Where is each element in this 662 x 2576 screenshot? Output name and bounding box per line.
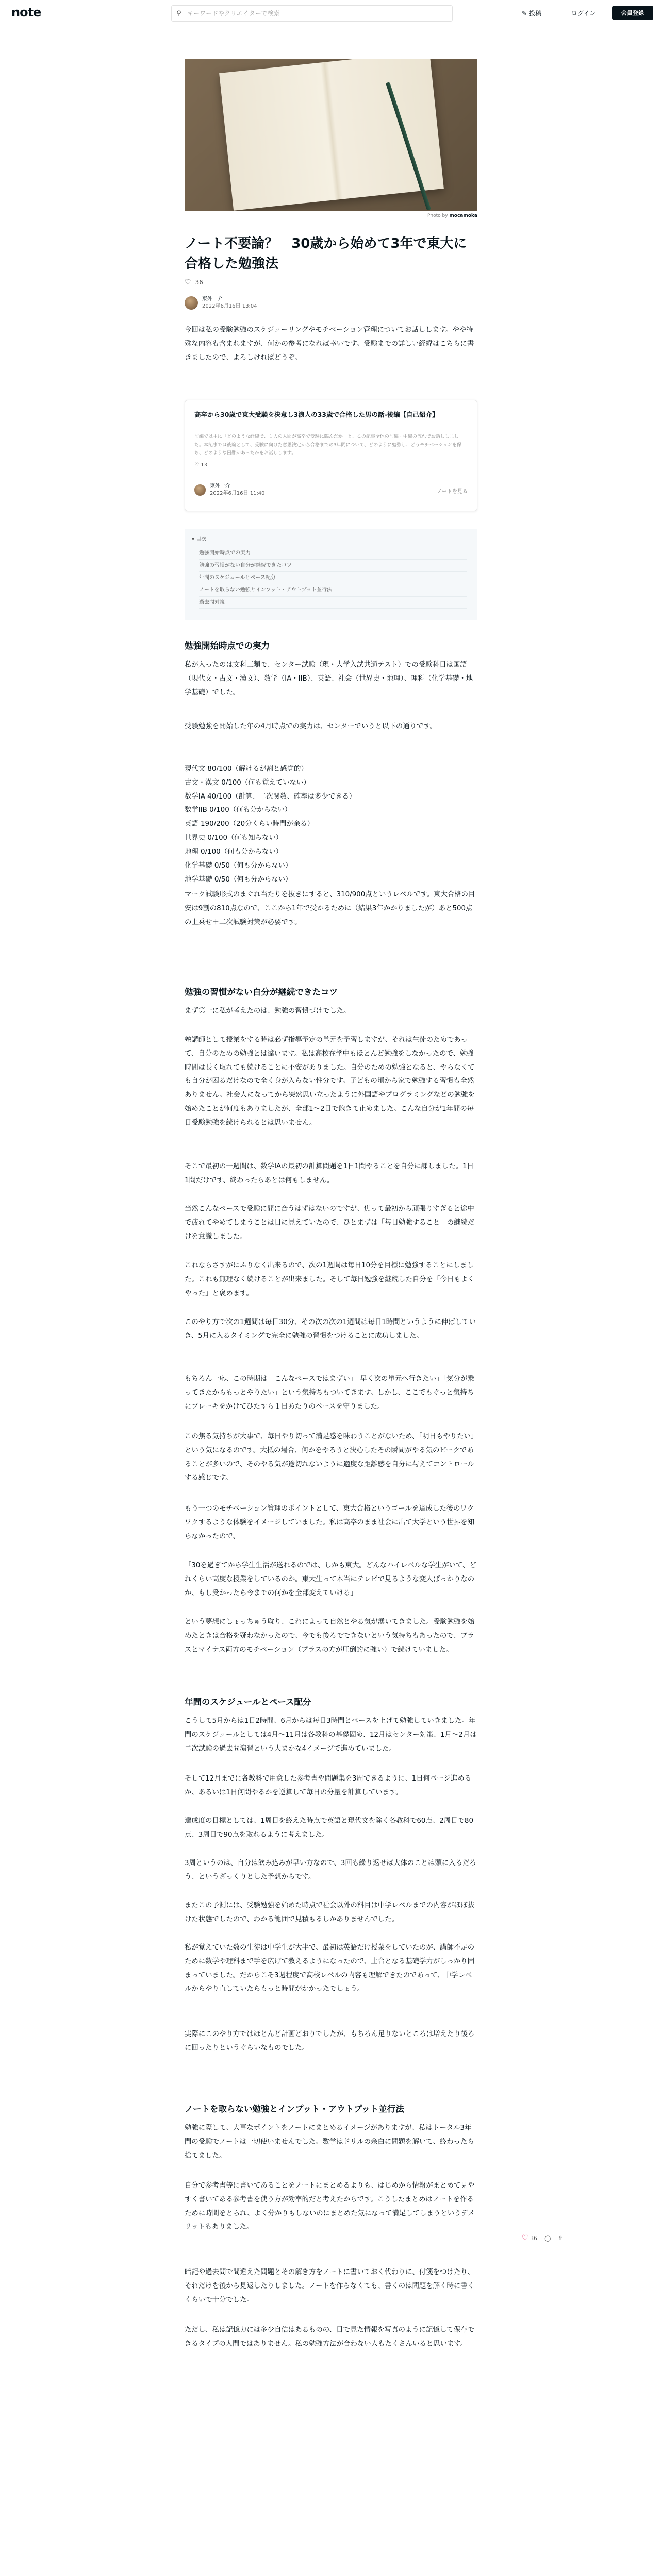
body-paragraph: 当然こんなペースで受験に間に合うはずはないのですが、焦って最初から頑張りすぎると途中で疲れてやめてしまうことは目に見えていたので、ひとまずは「毎日勉強すること」の継続だけを意識しました。 — [185, 1205, 475, 1241]
embed-heart-icon: ♡ — [194, 462, 199, 468]
section-heading: 勉強開始時点での実力 — [185, 641, 270, 651]
embed-author-avatar — [194, 484, 206, 496]
body-paragraph: まず第一に私が考えたのは、勉強の習慣づけでした。 — [185, 1007, 351, 1015]
author-name[interactable]: 東外一介 — [202, 296, 223, 302]
toc-item[interactable]: 年間のスケジュールとペース配分 — [199, 572, 467, 584]
post-button[interactable] — [522, 9, 541, 18]
embed-author-name: 東外一介 — [210, 483, 230, 489]
side-action-bar — [522, 2234, 563, 2242]
side-like-button[interactable] — [522, 2234, 537, 2242]
body-paragraph: そこで最初の一週間は、数学IAの最初の計算問題を1日1問やることを自分に課しました。1日1問だけです、終わったらあとは何もしません。 — [185, 1163, 474, 1184]
body-paragraph: このやり方で次の1週間は毎日30分、その次の次の1週間は毎日1時間というように伸ばしていき、5月に入るタイミングで完全に勉強の習慣をつけることに成功しました。 — [185, 1318, 476, 1340]
search-box[interactable] — [171, 5, 453, 22]
body-paragraph: マーク試験形式のまぐれ当たりを抜きにすると、310/900点というレベルです。東大合格の目安は9割の810点なので、ここから1年で受かるために（結果3年かかりましたが）あと500点の上乗せ＋二次試験対策が必要です。 — [185, 891, 475, 926]
side-like-count: 36 — [530, 2235, 538, 2242]
author-avatar[interactable] — [185, 296, 198, 310]
table-of-contents — [185, 529, 477, 620]
search-icon: ⚲ — [176, 9, 181, 18]
quoted-paragraph: 「30を過ぎてから学生生活が送れるのでは、しかも東大。どんなハイレベルな学生がいて、どれくらい高度な授業をしているのか。東大生って本当にテレビで見るような変人ばっかりなのか、もし受かったら今までの何かを全部変えていける」 — [185, 1562, 476, 1597]
embedded-article-card[interactable] — [185, 400, 477, 511]
notebook-illustration — [219, 59, 444, 211]
photo-credit-name[interactable]: mocamoka — [449, 213, 477, 218]
body-paragraph: もちろん一応、この時期は「こんなペースではまずい」「早く次の単元へ行きたい」「気分が乗ってきたからもっとやりたい」という気持ちもついてきます。しかし、ここでもぐっと気持ちにブレーキをかけてひたすら１日あたりのペースを守りました。 — [185, 1375, 474, 1411]
body-paragraph: 受験勉強を開始した年の4月時点での実力は、センターでいうと以下の通りです。 — [185, 723, 437, 731]
embed-like-count: 13 — [201, 462, 207, 468]
author-block[interactable] — [185, 296, 257, 310]
toc-list — [199, 547, 467, 609]
pencil-icon: ✎ — [522, 9, 527, 17]
toc-heading[interactable]: ▾ 目次 — [192, 537, 207, 543]
body-paragraph: もう一つのモチベーション管理のポイントとして、東大合格というゴールを達成した後のワクワクするような体験をイメージしていました。私は高卒のまま社会に出て大学という世界を知らなかったので、 — [185, 1505, 475, 1540]
signup-button[interactable]: 会員登録 — [612, 6, 653, 20]
score-list: 現代文 80/100（解けるが割と感覚的） 古文・漢文 0/100（何も覚えていない） 数学IA 40/100（計算、二次関数、確率は多少できる） 数学IIB 0/100（何も分からない） 英語 190/200（20分くらい時間が余る） 世界史 0/100（何も知らない） 地理 0/100（何も分からない） 化学基礎 0/50（何も分からない） 地学基礎 0/50（何も分からない） — [185, 765, 356, 884]
body-paragraph: 勉強に際して、大事なポイントをノートにまとめるイメージがありますが、私はトータル3年間の受験でノートは一切使いませんでした。数学はドリルの余白に問題を解いて、終わったら捨てました。 — [185, 2124, 474, 2160]
comment-icon[interactable]: ◯ — [544, 2234, 551, 2242]
section-heading: 年間のスケジュールとペース配分 — [185, 1697, 311, 1707]
search-input[interactable] — [186, 9, 446, 18]
body-paragraph: 自分で参考書等に書いてあることをノートにまとめるよりも、はじめから情報がまとめて見やすく書いてある参考書を使う方が効率的だと考えたからです。こうしたまとめはノートを作るために時間をとられ、よく分かりもしないのにまとめた気になって満足してしまうというデメリットもありました。 — [185, 2182, 475, 2231]
like-count: 36 — [195, 279, 203, 286]
top-header — [0, 0, 662, 26]
note-logo[interactable]: note — [11, 5, 41, 20]
body-paragraph: またこの予測には、受験勉強を始めた時点で社会以外の科目は中学レベルまでの内容がほぼ抜けた状態でしたので、わかる範囲で見積もるしかありませんでした。 — [185, 1902, 475, 1923]
intro-paragraph: 今回は私の受験勉強のスケジューリングやモチベーション管理についてお話しします。やや特殊な内容も含まれますが、何かの参考になれば幸いです。受験までの詳しい経緯はこちらに書きましたので、よろしければどうぞ。 — [185, 326, 474, 362]
toc-item[interactable]: 過去問対策 — [199, 597, 467, 609]
embed-excerpt: 前編では主に「どのような経緯で、１人の人間が高卒で受験に臨んだか」と、この記事全体の前編・中編の流れでお話ししました。本記事では後編として、受験に向けた意思決定から合格までの3年間について、どのように勉強し、どうモチベーションを保ち、どのような困難があったかをお話しします。 — [194, 434, 461, 456]
body-paragraph: 暗記や過去問で間違えた問題とその解き方をノートに書いておく代わりに、付箋をつけたり、それだけを後から見返したりしました。ノートを作らなくても、書くのは問題を解く時に書くくらいで十分でした。 — [185, 2268, 475, 2304]
body-paragraph: 3周というのは、自分は飲み込みが早い方なので、3回も繰り返せば大体のことは頭に入るだろう、というざっくりとした予想からです。 — [185, 1859, 476, 1881]
toc-item[interactable]: 勉強開始時点での実力 — [199, 547, 467, 560]
embed-date: 2022年6月16日 11:40 — [210, 490, 265, 496]
embed-view-link[interactable]: ノートを見る — [437, 489, 468, 495]
embed-like-row — [194, 462, 207, 468]
photo-credit-prefix: Photo by — [427, 213, 448, 218]
body-paragraph: 実際にこのやり方ではほとんど計画どおりでしたが、もちろん足りないところは増えたり後ろに回ったりというぐらいなものでした。 — [185, 2030, 475, 2052]
embed-title[interactable]: 高卒から30歳で東大受験を決意し3浪人の33歳で合格した男の話-後編【自己紹介】 — [194, 411, 439, 418]
body-paragraph: 私が入ったのは文科三類で、センター試験（現・大学入試共通テスト）での受験科目は国語（現代文・古文・漢文）、数学（IA・IIB）、英語、社会（世界史・地理）、理科（化学基礎・地学基礎）でした。 — [185, 661, 473, 697]
toc-item[interactable]: ノートを取らない勉強とインプット・アウトプット並行法 — [199, 584, 467, 597]
toc-item[interactable]: 勉強の習慣がない自分が継続できたコツ — [199, 560, 467, 572]
heart-outline-icon[interactable]: ♡ — [185, 278, 191, 286]
body-paragraph: 塾講師として授業をする時は必ず指導予定の単元を予習しますが、それは生徒のためであって、自分のための勉強とは違います。私は高校在学中もほとんど勉強をしなかったので、勉強時間は長く取れても続けることに不安がありました。自分のための勉強となると、やらなくても自分が困るだけなので全く身が入らない性分です。子どもの頃から家で勉強する習慣も全然ありません。社会人になってから突然思い立ったように外国語やプログラミングなどの勉強を始めたことが何度もありましたが、全部1〜2日で飽きて止めました。こんな自分が1年間の毎日受験勉強を続けられるとは思いません。 — [185, 1036, 475, 1127]
body-paragraph: これならさすがにふりなく出来るので、次の1週間は毎日10分を目標に勉強することにしました。これも無理なく続けることが出来ました。そして毎日勉強を継続した自分を「今日もよくやった」と褒めます。 — [185, 1262, 475, 1297]
body-paragraph: この焦る気持ちが大事で、毎日やり切って満足感を味わうことがないため、「明日もやりたい」という気になるのです。大抵の場合、何かをやろうと決心したその瞬間がやる気のピークであることが多いので、そのやる気が途切れないように適度な距離感を自分に与えてコントロールする感じです。 — [185, 1433, 474, 1482]
embed-author[interactable] — [194, 483, 265, 497]
body-paragraph: ただし、私は記憶力には多少自信はあるものの、目で見た情報を写真のように記憶して保存できるタイプの人間ではありません。私の勉強方法が合わない人もたくさんいると思います。 — [185, 2326, 474, 2348]
hero-image — [185, 59, 477, 211]
publish-date: 2022年6月16日 13:04 — [202, 303, 257, 309]
photo-credit — [185, 213, 477, 218]
section-heading: 勉強の習慣がない自分が継続できたコツ — [185, 987, 338, 997]
title-like-row — [185, 278, 203, 286]
login-link[interactable]: ログイン — [571, 10, 596, 17]
share-icon[interactable]: ⇧ — [558, 2234, 563, 2242]
article-title: ノート不要論？ 30歳から始めて3年で東大に合格した勉強法 — [185, 236, 467, 272]
body-paragraph: そして12月までに各教科で用意した参考書や問題集を3周できるように、1日何ページ進めるか、あるいは1日何問やるかを逆算して毎日の分量を計算しています。 — [185, 1775, 472, 1797]
body-paragraph: 達成度の目標としては、1周目を終えた時点で英語と現代文を除く各教科で60点、2周目で80点、3周目で90点を取れるように考えました。 — [185, 1817, 473, 1839]
post-label: 投稿 — [529, 10, 542, 17]
body-paragraph: という夢想にしょっちゅう耽り、これによって自然とやる気が湧いてきました。受験勉強を始めたときは合格を疑わなかったので、今でも後ろでできないという気持ちもあったので、プラスとマイナス両方のモチベーション（プラスの方が圧倒的に強い）で続けていました。 — [185, 1618, 475, 1654]
heart-icon: ♡ — [522, 2234, 528, 2242]
body-paragraph: 私が覚えていた数の生徒は中学生が大半で、最初は英語だけ授業をしていたのが、講師不足のために数学や理科まで手を広げて教えるようになったので、土台となる基礎学力がしっかり固まっていました。だからこそ3週程度で高校レベルの内容も理解できたのであって、中学レベルからやり直していたらもっと時間がかかったでしょう。 — [185, 1944, 475, 1993]
body-paragraph: こうして5月からは1日2時間、6月からは毎日3時間とペースを上げて勉強していきました。年間のスケジュールとしては4月〜11月は各教科の基礎固め、12月はセンター対策、1月〜2月は二次試験の過去問演習という大まかな4イメージで進めていました。 — [185, 1717, 477, 1753]
section-heading: ノートを取らない勉強とインプット・アウトプット並行法 — [185, 2104, 404, 2114]
